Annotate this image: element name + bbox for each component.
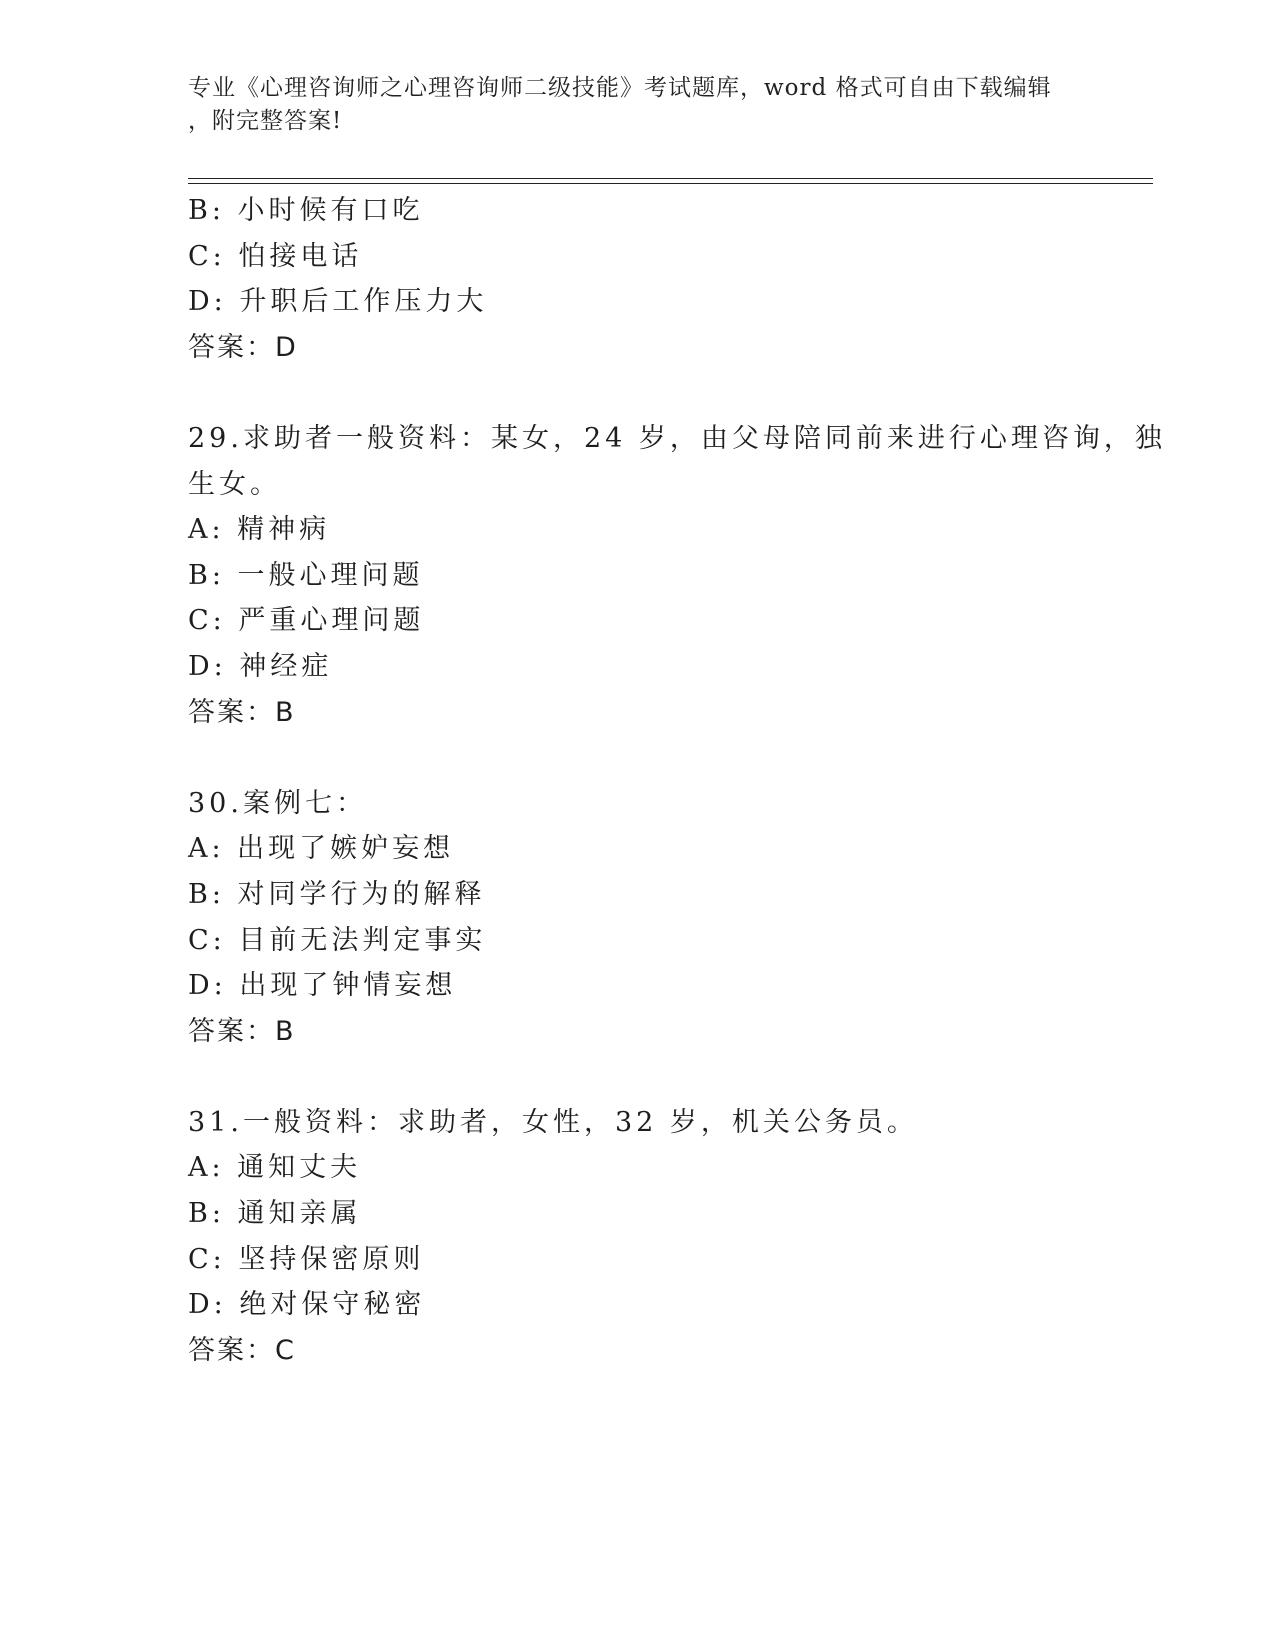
option-d: D: 出现了钟情妄想 [188, 970, 457, 1002]
answer-line: 答案：C [188, 1334, 296, 1366]
option-b: B: 小时候有口吃 [188, 195, 424, 226]
question-31 [188, 1100, 1118, 1374]
option-c: C: 怕接电话 [188, 240, 363, 272]
question-content [188, 188, 1166, 1373]
question-stem: 31.一般资料：求助者，女性，32 岁，机关公务员。 [188, 1106, 918, 1138]
option-a: A: 精神病 [188, 514, 331, 546]
option-a: A: 出现了嫉妒妄想 [188, 833, 455, 865]
header-rule-top [188, 178, 1153, 179]
option-b: B: 对同学行为的解释 [188, 878, 486, 910]
option-a: A: 通知丈夫 [188, 1152, 362, 1184]
option-b: B: 一般心理问题 [188, 559, 424, 591]
spacer [188, 370, 1118, 416]
answer-line: 答案：D [188, 331, 298, 363]
option-c: C: 目前无法判定事实 [188, 924, 487, 956]
header-rule-bottom [188, 183, 1153, 184]
option-d: D: 升职后工作压力大 [188, 286, 488, 318]
answer-line: 答案：B [188, 696, 296, 728]
option-b: B: 通知亲属 [188, 1198, 362, 1230]
question-30 [188, 781, 1118, 1055]
option-c: C: 坚持保密原则 [188, 1243, 425, 1275]
question-29 [188, 416, 1166, 735]
question-28-tail [188, 188, 1118, 370]
document-header: 专业《心理咨询师之心理咨询师二级技能》考试题库，word 格式可自由下载编辑 ，附完整答案! [188, 75, 1052, 134]
option-d: D: 绝对保守秘密 [188, 1289, 426, 1321]
spacer [188, 735, 1118, 781]
option-c: C: 严重心理问题 [188, 605, 425, 637]
question-stem-continued: 生女。 [188, 468, 281, 500]
question-stem: 29.求助者一般资料：某女，24 岁，由父母陪同前来进行心理咨询，独 [188, 422, 1166, 454]
spacer [188, 1054, 1118, 1100]
question-stem: 30.案例七： [188, 787, 367, 819]
option-d: D: 神经症 [188, 650, 333, 682]
answer-line: 答案：B [188, 1015, 296, 1047]
